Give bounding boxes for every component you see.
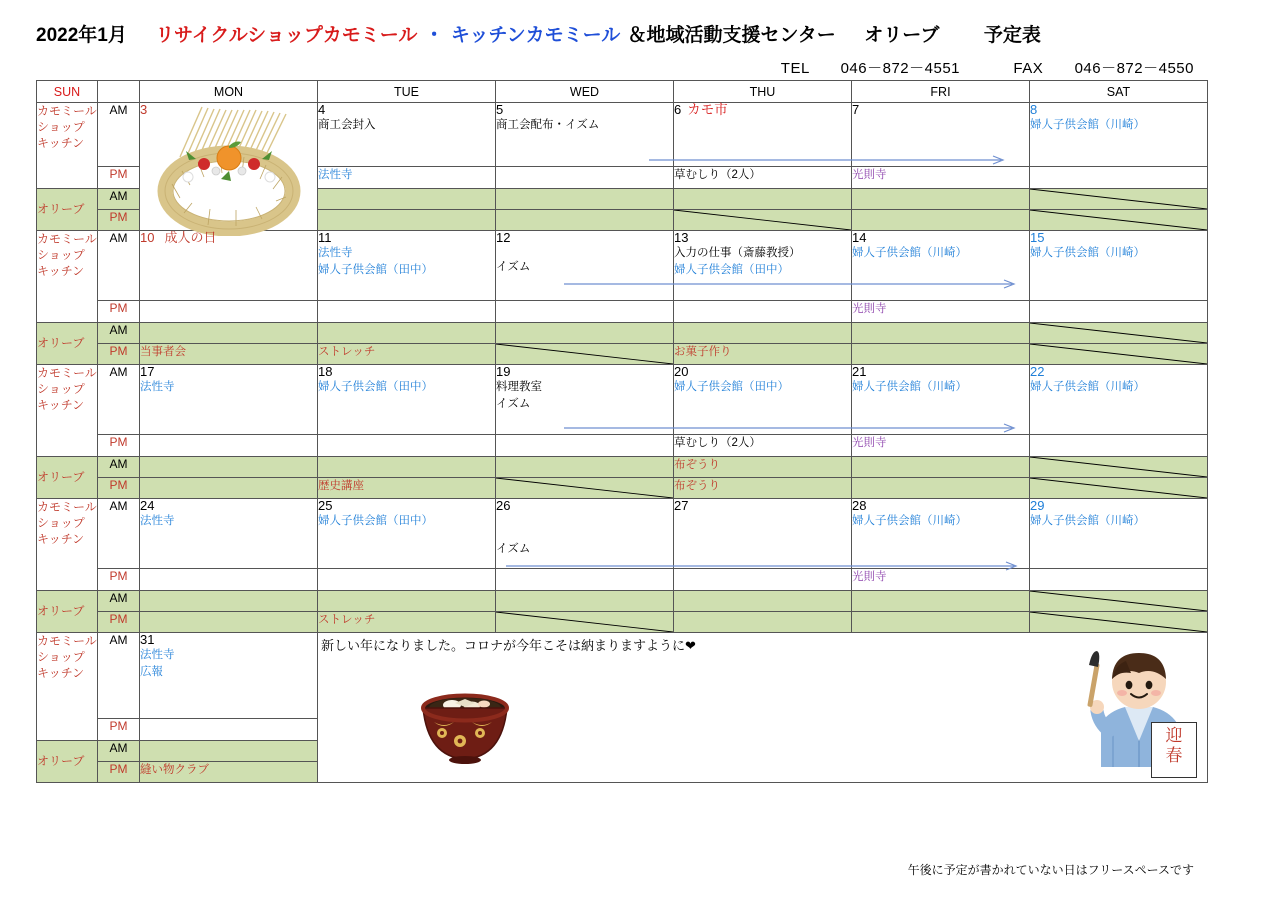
day-number: 17 bbox=[140, 364, 155, 379]
olive-am-cell-13 bbox=[674, 323, 852, 344]
olive-pm-cell-19 bbox=[496, 478, 674, 499]
unavailable-slash bbox=[1030, 323, 1207, 343]
pm-cell-8 bbox=[1030, 167, 1208, 189]
event-text: 草むしり（2人） bbox=[674, 437, 761, 449]
event-text: ストレッチ bbox=[318, 614, 376, 626]
day-cell-4 bbox=[318, 103, 496, 167]
pm-cell-6 bbox=[674, 167, 852, 189]
row-label-kamomile: カモミール ショップ キッチン bbox=[37, 499, 98, 591]
title-org-kitchen: キッチンカモミール bbox=[450, 25, 621, 46]
olive-am-cell-18 bbox=[318, 457, 496, 478]
page-title bbox=[36, 20, 1043, 47]
day-number: 18 bbox=[318, 364, 333, 379]
olive-am-cell-27 bbox=[674, 591, 852, 612]
pm-cell-18 bbox=[318, 435, 496, 457]
event-text: 婦人子供会館（川崎） bbox=[1030, 119, 1145, 132]
unavailable-slash bbox=[1030, 344, 1207, 364]
unavailable-slash bbox=[496, 344, 673, 364]
day-cell-24 bbox=[140, 499, 318, 569]
row-label-am: AM bbox=[98, 499, 140, 569]
olive-am-cell-26 bbox=[496, 591, 674, 612]
day-number: 31 bbox=[140, 632, 155, 647]
olive-pm-cell-18 bbox=[318, 478, 496, 499]
table-row bbox=[37, 365, 1208, 435]
event-text: 婦人子供会館（川崎） bbox=[1030, 381, 1145, 394]
day-cell-14 bbox=[852, 231, 1030, 301]
new-year-message-area bbox=[318, 633, 1208, 783]
row-label-am: AM bbox=[98, 103, 140, 167]
pm-cell-7 bbox=[852, 167, 1030, 189]
olive-pm-cell-22 bbox=[1030, 478, 1208, 499]
col-header-sun: SUN bbox=[37, 81, 98, 103]
title-doc: 予定表 bbox=[983, 25, 1041, 46]
day-number: 14 bbox=[852, 230, 867, 245]
unavailable-slash bbox=[1030, 457, 1207, 477]
day-number: 4 bbox=[318, 102, 326, 117]
col-header-blank bbox=[98, 81, 140, 103]
olive-am-cell-12 bbox=[496, 323, 674, 344]
olive-am-cell-4 bbox=[318, 189, 496, 210]
new-year-wreath-illustration bbox=[150, 101, 308, 236]
row-label-pm: PM bbox=[98, 301, 140, 323]
title-org-olive: オリーブ bbox=[864, 25, 940, 46]
olive-am-cell-28 bbox=[852, 591, 1030, 612]
unavailable-slash bbox=[1030, 189, 1207, 209]
event-text: 商工会配布・イズム bbox=[496, 119, 600, 132]
day-cell-8 bbox=[1030, 103, 1208, 167]
row-label-olive: オリーブ bbox=[37, 457, 98, 499]
olive-am-cell-15 bbox=[1030, 323, 1208, 344]
row-label-pm: PM bbox=[98, 569, 140, 591]
pm-cell-20 bbox=[674, 435, 852, 457]
olive-pm-cell-7 bbox=[852, 210, 1030, 231]
table-row bbox=[37, 478, 1208, 499]
table-row bbox=[37, 569, 1208, 591]
table-row bbox=[37, 591, 1208, 612]
olive-am-cell-6 bbox=[674, 189, 852, 210]
day-cell-15 bbox=[1030, 231, 1208, 301]
olive-am-cell-25 bbox=[318, 591, 496, 612]
olive-am-cell-5 bbox=[496, 189, 674, 210]
olive-am-cell-8 bbox=[1030, 189, 1208, 210]
event-text: 光則寺 bbox=[852, 303, 887, 315]
day-number: 22 bbox=[1030, 364, 1045, 379]
olive-pm-cell-15 bbox=[1030, 344, 1208, 365]
day-cell-27 bbox=[674, 499, 852, 569]
table-row bbox=[37, 103, 1208, 167]
olive-am-cell-24 bbox=[140, 591, 318, 612]
event-text: 婦人子供会館（川崎） bbox=[852, 381, 967, 394]
row-label-pm: PM bbox=[98, 167, 140, 189]
olive-pm-cell-4 bbox=[318, 210, 496, 231]
row-label-kamomile: カモミール ショップ キッチン bbox=[37, 103, 98, 189]
event-text: 婦人子供会館（川崎） bbox=[852, 247, 967, 260]
olive-am-cell-7 bbox=[852, 189, 1030, 210]
event-text: 婦人子供会館（田中） bbox=[674, 381, 789, 394]
pm-cell-17 bbox=[140, 435, 318, 457]
event-text: 光則寺 bbox=[852, 169, 887, 181]
event-text: 婦人子供会館（川崎） bbox=[1030, 515, 1145, 528]
pm-cell-12 bbox=[496, 301, 674, 323]
olive-pm-cell-21 bbox=[852, 478, 1030, 499]
row-label-pm: PM bbox=[98, 210, 140, 231]
row-label-pm: PM bbox=[98, 435, 140, 457]
pm-cell-25 bbox=[318, 569, 496, 591]
row-label-pm: PM bbox=[98, 478, 140, 499]
unavailable-slash bbox=[496, 612, 673, 632]
day-cell-29 bbox=[1030, 499, 1208, 569]
col-header-wed: WED bbox=[496, 81, 674, 103]
row-label-pm: PM bbox=[98, 719, 140, 741]
col-header-thu: THU bbox=[674, 81, 852, 103]
day-cell-7 bbox=[852, 103, 1030, 167]
title-month: 2022年1月 bbox=[36, 25, 127, 46]
title-dot: ・ bbox=[424, 25, 444, 46]
pm-cell-27 bbox=[674, 569, 852, 591]
event-text: 法性寺 bbox=[140, 515, 175, 528]
row-label-am: AM bbox=[98, 591, 140, 612]
olive-am-cell-22 bbox=[1030, 457, 1208, 478]
day-number: 27 bbox=[674, 498, 689, 513]
day-cell-6 bbox=[674, 103, 852, 167]
event-text: 婦人子供会館（川崎） bbox=[1030, 247, 1145, 260]
day-number: 13 bbox=[674, 230, 689, 245]
row-label-pm: PM bbox=[98, 762, 140, 783]
new-year-message: 新しい年になりました。コロナが今年こそは納まりますように❤ bbox=[321, 638, 696, 653]
unavailable-slash bbox=[1030, 210, 1207, 230]
event-text: 歴史講座 bbox=[318, 480, 364, 492]
row-label-am: AM bbox=[98, 633, 140, 719]
event-text: 布ぞうり bbox=[674, 459, 720, 471]
day-number: 20 bbox=[674, 364, 689, 379]
row-label-kamomile: カモミール ショップ キッチン bbox=[37, 365, 98, 457]
table-row bbox=[37, 231, 1208, 301]
olive-pm-cell-27 bbox=[674, 612, 852, 633]
day-number: 29 bbox=[1030, 498, 1045, 513]
pm-cell-31 bbox=[140, 719, 318, 741]
olive-pm-cell-20 bbox=[674, 478, 852, 499]
title-org-recycle: リサイクルショップカモミール bbox=[155, 25, 418, 46]
holiday-label: 成人の日 bbox=[164, 230, 217, 245]
tel-number: 046－872－4551 bbox=[840, 60, 961, 77]
title-org-center: ＆地域活動支援センター bbox=[627, 25, 836, 46]
row-label-olive: オリーブ bbox=[37, 591, 98, 633]
col-header-sat: SAT bbox=[1030, 81, 1208, 103]
olive-pm-cell-28 bbox=[852, 612, 1030, 633]
unavailable-slash bbox=[674, 210, 851, 230]
event-text: 法性寺 bbox=[140, 381, 175, 394]
olive-pm-cell-31 bbox=[140, 762, 318, 783]
olive-pm-cell-8 bbox=[1030, 210, 1208, 231]
day-cell-17 bbox=[140, 365, 318, 435]
pm-cell-22 bbox=[1030, 435, 1208, 457]
day-cell-11 bbox=[318, 231, 496, 301]
pm-cell-5 bbox=[496, 167, 674, 189]
olive-pm-cell-26 bbox=[496, 612, 674, 633]
row-label-am: AM bbox=[98, 323, 140, 344]
tel-label: TEL bbox=[780, 60, 810, 77]
day-cell-10 bbox=[140, 231, 318, 301]
table-row bbox=[37, 612, 1208, 633]
olive-am-cell-14 bbox=[852, 323, 1030, 344]
day-number: 5 bbox=[496, 102, 504, 117]
day-number: 8 bbox=[1030, 102, 1038, 117]
olive-pm-cell-6 bbox=[674, 210, 852, 231]
event-text: ストレッチ bbox=[318, 346, 376, 358]
olive-am-cell-20 bbox=[674, 457, 852, 478]
day-number: 6 カモ市 bbox=[674, 102, 728, 117]
event-text: 婦人子供会館（川崎） bbox=[852, 515, 967, 528]
day-cell-20 bbox=[674, 365, 852, 435]
event-text: イズム bbox=[496, 261, 531, 274]
day-number: 21 bbox=[852, 364, 867, 379]
day-cell-31 bbox=[140, 633, 318, 719]
pm-cell-11 bbox=[318, 301, 496, 323]
day-cell-12 bbox=[496, 231, 674, 301]
row-label-pm: PM bbox=[98, 344, 140, 365]
row-label-olive: オリーブ bbox=[37, 323, 98, 365]
table-row bbox=[37, 633, 1208, 719]
olive-am-cell-29 bbox=[1030, 591, 1208, 612]
olive-am-cell-19 bbox=[496, 457, 674, 478]
event-text: 法性寺 広報 bbox=[140, 649, 175, 678]
day-number: 11 bbox=[318, 230, 332, 245]
row-label-olive: オリーブ bbox=[37, 741, 98, 783]
olive-pm-cell-12 bbox=[496, 344, 674, 365]
unavailable-slash bbox=[1030, 612, 1207, 632]
event-text: 草むしり（2人） bbox=[674, 169, 761, 181]
event-text: イズム bbox=[496, 543, 531, 556]
row-label-olive: オリーブ bbox=[37, 189, 98, 231]
row-label-am: AM bbox=[98, 457, 140, 478]
unavailable-slash bbox=[1030, 591, 1207, 611]
olive-pm-cell-25 bbox=[318, 612, 496, 633]
day-number: 10 成人の日 bbox=[140, 230, 217, 245]
pm-cell-10 bbox=[140, 301, 318, 323]
pm-cell-19 bbox=[496, 435, 674, 457]
olive-am-cell-21 bbox=[852, 457, 1030, 478]
unavailable-slash bbox=[1030, 478, 1207, 498]
day-number: 3 bbox=[140, 102, 148, 117]
day-cell-18 bbox=[318, 365, 496, 435]
pm-cell-28 bbox=[852, 569, 1030, 591]
olive-pm-cell-14 bbox=[852, 344, 1030, 365]
event-text: 当事者会 bbox=[140, 346, 186, 358]
row-label-kamomile: カモミール ショップ キッチン bbox=[37, 633, 98, 741]
footnote-text: 午後に予定が書かれていない日はフリースペースです bbox=[907, 863, 1194, 877]
day-cell-5 bbox=[496, 103, 674, 167]
day-number: 24 bbox=[140, 498, 155, 513]
pm-cell-24 bbox=[140, 569, 318, 591]
table-row bbox=[37, 435, 1208, 457]
day-cell-25 bbox=[318, 499, 496, 569]
geishun-plaque: 迎 春 bbox=[1151, 722, 1197, 778]
row-label-am: AM bbox=[98, 189, 140, 210]
table-row bbox=[37, 499, 1208, 569]
event-text: 法性寺 bbox=[318, 169, 353, 181]
col-header-tue: TUE bbox=[318, 81, 496, 103]
row-label-kamomile: カモミール ショップ キッチン bbox=[37, 231, 98, 323]
event-text: 商工会封入 bbox=[318, 119, 376, 132]
pm-cell-21 bbox=[852, 435, 1030, 457]
table-row bbox=[37, 301, 1208, 323]
olive-pm-cell-11 bbox=[318, 344, 496, 365]
event-text: 布ぞうり bbox=[674, 480, 720, 492]
event-text: 料理教室 イズム bbox=[496, 381, 542, 410]
day-number: 15 bbox=[1030, 230, 1045, 245]
pm-cell-4 bbox=[318, 167, 496, 189]
event-text: お菓子作り bbox=[674, 346, 732, 358]
ozoni-bowl-illustration bbox=[410, 675, 520, 765]
day-number: 12 bbox=[496, 230, 511, 245]
row-label-am: AM bbox=[98, 231, 140, 301]
olive-pm-cell-5 bbox=[496, 210, 674, 231]
col-header-fri: FRI bbox=[852, 81, 1030, 103]
pm-cell-14 bbox=[852, 301, 1030, 323]
day-cell-19 bbox=[496, 365, 674, 435]
row-label-am: AM bbox=[98, 365, 140, 435]
pm-cell-26 bbox=[496, 569, 674, 591]
day-number: 19 bbox=[496, 364, 511, 379]
table-row bbox=[37, 344, 1208, 365]
olive-pm-cell-17 bbox=[140, 478, 318, 499]
olive-am-cell-10 bbox=[140, 323, 318, 344]
day-cell-26 bbox=[496, 499, 674, 569]
table-header-row bbox=[37, 81, 1208, 103]
unavailable-slash bbox=[496, 478, 673, 498]
kamo-market-label: カモ市 bbox=[687, 102, 728, 117]
pm-cell-29 bbox=[1030, 569, 1208, 591]
pm-cell-13 bbox=[674, 301, 852, 323]
olive-am-cell-11 bbox=[318, 323, 496, 344]
fax-label: FAX bbox=[1013, 60, 1044, 77]
olive-pm-cell-10 bbox=[140, 344, 318, 365]
event-text: 光則寺 bbox=[852, 571, 887, 583]
olive-pm-cell-13 bbox=[674, 344, 852, 365]
pm-cell-15 bbox=[1030, 301, 1208, 323]
table-row bbox=[37, 323, 1208, 344]
row-label-pm: PM bbox=[98, 612, 140, 633]
day-cell-13 bbox=[674, 231, 852, 301]
schedule-table bbox=[36, 80, 1208, 783]
day-cell-3 bbox=[140, 103, 318, 231]
event-text: 婦人子供会館（田中） bbox=[674, 263, 789, 276]
row-label-am: AM bbox=[98, 741, 140, 762]
fax-number: 046－872－4550 bbox=[1074, 60, 1194, 77]
event-text: 光則寺 bbox=[852, 437, 887, 449]
day-number: 28 bbox=[852, 498, 867, 513]
olive-pm-cell-24 bbox=[140, 612, 318, 633]
day-number: 25 bbox=[318, 498, 333, 513]
day-cell-28 bbox=[852, 499, 1030, 569]
col-header-mon: MON bbox=[140, 81, 318, 103]
olive-am-cell-17 bbox=[140, 457, 318, 478]
event-text: 婦人子供会館（田中） bbox=[318, 381, 433, 394]
event-text: 入力の仕事（斎藤教授） bbox=[674, 247, 801, 260]
olive-pm-cell-29 bbox=[1030, 612, 1208, 633]
event-text: 縫い物クラブ bbox=[140, 764, 209, 776]
table-row bbox=[37, 457, 1208, 478]
contact-info bbox=[781, 57, 1194, 78]
olive-am-cell-31 bbox=[140, 741, 318, 762]
event-text: 法性寺 婦人子供会館（田中） bbox=[318, 247, 433, 276]
day-cell-21 bbox=[852, 365, 1030, 435]
day-cell-22 bbox=[1030, 365, 1208, 435]
day-number: 26 bbox=[496, 498, 511, 513]
event-text: 婦人子供会館（田中） bbox=[318, 515, 433, 528]
day-number: 7 bbox=[852, 102, 860, 117]
